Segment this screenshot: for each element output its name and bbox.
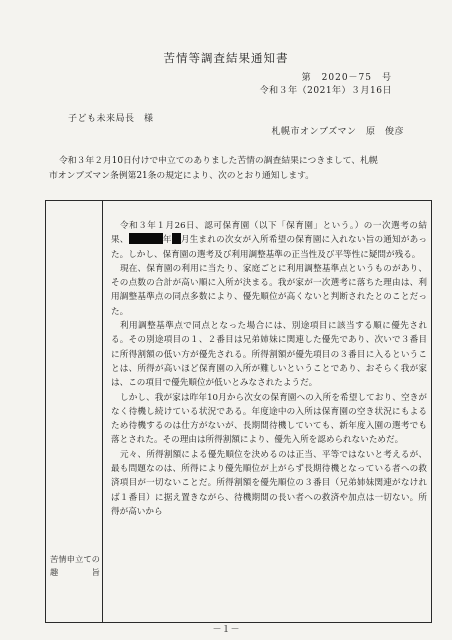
sender: 札幌市オンブズマン 原 俊彦 — [271, 127, 404, 137]
complaint-body — [111, 219, 427, 519]
document-date: 令和３年（2021年）３月16日 — [259, 86, 392, 96]
intro-paragraph: 令和３年２月10日付けで申立てのありました苦情の調査結果につきまして、札幌市オンブズマン条例第21条の規定により、次のとおり通知します。 — [49, 156, 378, 181]
label-column — [46, 201, 103, 622]
complaint-paragraph-2: 現在、保育園の利用に当たり、家庭ごとに利用調整基準点というものがあり、その点数の合計が高い順に入所が決まる。我が家が一次選考に落ちた理由は、利用調整基準点の同点多数により、優先順位が高くないと判断されたとのことだった。 — [111, 263, 427, 317]
complaint-paragraph-3: 利用調整基準点で同点となった場合には、別途項目に該当する順に優先される。その別途項目の１、２番目は兄弟姉妹に関連した優先であり、次いで３番目に所得割額の低い方が優先される。所得割額が優先項目の３番目に入るということは、所得が高いほど保育園の入所が難しいということであり、おそらく我が家は、この項目で優先順位が低いとみなされたようだ。 — [111, 321, 427, 389]
complaint-table — [45, 200, 432, 623]
addressee: 子ども未来局長 様 — [68, 114, 154, 124]
complaint-paragraph-4: しかし、我が家は昨年10月から次女の保育園への入所を希望しており、空きがなく待機し続けている状況である。年度途中の入所は保育園の空き状況にもよるため待機するのは仕方がないが、長期間待機していても、新年度入園の選考でも落とされた。その理由は所得割額により、優先入所を認められないためだ。 — [111, 392, 427, 446]
document-title: 苦情等調査結果通知書 — [163, 51, 289, 65]
page-number: －１－ — [212, 625, 240, 635]
complaint-paragraph-1 — [111, 219, 427, 262]
complaint-paragraph-5: 元々、所得割額による優先順位を決めるのは正当、平等ではないと考えるが、最も問題なのは、所得により優先順位が上がらず長期待機となっている者への救済項目が一切ないことだ。所得割額を優先順位の３番目（兄弟姉妹関連がなければ１番目）に据え置きながら、待機期間の長い者への救済や加点は一切ない。所得が高いから — [111, 449, 427, 517]
paragraph-1-part-c: 月生まれの次女が入所希望の保育園に入れない旨の通知があった。しかし、保育園の選考及び利用調整基準の正当性及び平等性に疑問が残る。 — [111, 235, 427, 260]
redaction-bar — [129, 233, 163, 244]
paragraph-1-part-a: 令和３年１月26日、認可保育園（以下「保育園」という。）の一次選考の結果、 — [111, 221, 427, 246]
paragraph-1-part-b: 年 — [162, 235, 172, 246]
redaction-bar — [172, 233, 181, 244]
complaint-label: 苦情申立ての趣旨 — [50, 554, 100, 577]
document-number: 第 2020－75 号 — [301, 73, 392, 83]
